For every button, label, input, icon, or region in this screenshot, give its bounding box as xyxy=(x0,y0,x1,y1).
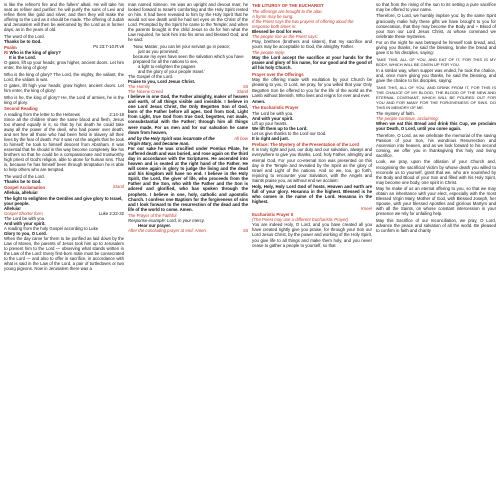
consecration-bread: TAKE THIS, ALL OF YOU, AND EAT OF IT, FOR THIS IS MY BODY, WHICH WILL BE GIVEN UP FOR YOU. xyxy=(376,56,496,67)
sanctus: Holy, Holy, Holy Lord God of hosts. Heaven and earth are full of your glory. Hosanna in the highest. Blessed is he who comes in the name of the Lord. Hosanna in the highest. xyxy=(252,184,372,205)
prayer-text-4: In a similar way, when supper was ended, he took the chalice, and, once more giving you thanks, he said the blessing, and gave the chalice to his disciples, saying: xyxy=(376,68,496,84)
creed-text: I believe in one God, the Father almighty, maker of heaven and earth, of all things visible and invisible. I believe in one Lord Jesus Christ, the Only Begotten Son of God, born of the Father before all ages. God from God, Light from Light, true God from true God, begotten, not made, consubstantial with the Father; through him all things were made. For us men and for our salvation he came down from heaven, xyxy=(128,94,248,135)
prayer-text-3: For on the night he was betrayed he himself took bread, and, giving you thanks, he said the blessing, broke the bread and gave it to his disciples, saying: xyxy=(376,40,496,56)
prayer-text-6: Look, we pray, upon the oblation of your Church and, recognising the sacrificial Victim by whose death you willed to reconcile us to yourself, grant that we, who are nourished by the Body and Blood of your Son and filled with his Holy Spirit, may become one body, one spirit in Christ. xyxy=(376,159,496,185)
dialogue-3-response: It is right and just. xyxy=(252,135,290,141)
gospel-ref: Luke 2:22-32 xyxy=(98,210,124,216)
second-reading-response: Thanks be to God. xyxy=(4,178,42,184)
gospel-announce: A reading from the holy Gospel according to Luke xyxy=(4,225,99,231)
memorial-acclamation: When we eat this Bread and drink this Cup, we proclaim your Death, O Lord, until you come again. xyxy=(376,121,496,132)
people-reply-rubric: The people reply: xyxy=(252,50,286,56)
acclamation-verse: The light to enlighten the Gentiles and give glory to Israel, your people. xyxy=(4,195,123,206)
gospel-text: When the day came for them to be purified as laid down by the Law of Moses, the parents of Jesus took him up to Jerusalem to present him to the Lord — observing what stands written in the Law of the Lord: Every first-born male must be consecrated to the Lord — and also to offer in sacrifice, in accordance with what is said in the Law of the Lord, a pair of turtledoves or two young pigeons. Now in Jerusalem there was a xyxy=(4,235,124,272)
homily-label: The Homily xyxy=(128,84,150,90)
amen: Amen. xyxy=(252,99,266,105)
priest-rubric: If the Priest says the two prayers of offering aloud the response both times is: xyxy=(252,18,354,29)
sit-rubric: Sit xyxy=(242,84,248,90)
response-marker: R/ xyxy=(4,50,9,56)
prayer-text-2: Therefore, O Lord, we humbly implore you: by the same Spirit graciously make holy these gifts we have brought to you for consecration, that they may become the Body and + Blood of your Son our Lord Jesus Christ, at whose command we celebrate these mysteries. xyxy=(376,13,496,39)
greeting-response: And with your spirit. xyxy=(4,220,46,226)
gospel-text-cont: man named Simeon. He was an upright and devout man; he looked forward to Israel's comforting and the Holy Spirit rested on him. It had been revealed to him by the Holy Spirit that he would not see death until he had set eyes on the Christ of the Lord. Prompted by the Spirit he came to the Temple; and when the parents brought in the child Jesus to do for him what the Law required, he took him into his arms and blessed God; and he said: xyxy=(128,2,248,43)
consecration-chalice: TAKE THIS, ALL OF YOU, AND DRINK FROM IT, FOR THIS IS THE CHALICE OF MY BLOOD, THE BLOOD OF THE NEW AND ETERNAL COVENANT, WHICH WILL BE POURED OUT FOR YOU AND FOR MANY FOR THE FORGIVENESS OF SINS. DO THIS IN MEMORY OF ME. xyxy=(376,84,496,110)
prayer-text-7: May he make of us an eternal offering to you, so that we may obtain an inheritance with your elect, especially with the most Blessed Virgin Mary, Mother of God, with Blessed Joseph, her Spouse, with your blessed Apostles and glorious Martyrs and with all the Saints, on whose constant intercession in your presence we rely for unfailing help. xyxy=(376,186,496,217)
second-reading-text: Since all the children share the same blood and flesh, Jesus too shared equally in it, so that by his death he could take away all the power of the devil, who had power over death, and set free all those who had been held in slavery all their lives by the fear of death. For it was not the angels that he took to himself; he took to himself descent from Abraham. It was essential that he should in this way become completely like his brothers so that he could be a compassionate and trustworthy high priest of God's religion, able to atone for human sins. That is, because he has himself been through temptation he is able to help others who are tempted. xyxy=(4,116,124,173)
preface-text: It is truly right and just, our duty and our salvation, always and everywhere to give you thanks, Lord, holy Father, almighty and eternal God. For your co-eternal Son was presented on this day in the Temple and revealed by the Spirit as the glory of Israel and Light of the nations. And so we, too, go forth, rejoicing to encounter your Salvation, with the Angels and Saints praise you, as without end we acclaim: xyxy=(252,147,372,183)
psalm-response-2: It is the Lord. xyxy=(9,55,36,61)
psalm-verse-1: O gates, lift up your heads; grow higher, ancient doors. Let him enter, the king of glory! xyxy=(4,60,124,71)
gospel-announce-response: Glory to you, O Lord. xyxy=(4,230,47,236)
canticle-line-2: just as you promised; xyxy=(138,48,179,54)
alleluia: Alleluia, alleluia! xyxy=(4,190,38,196)
mystery-of-faith: The mystery of faith. xyxy=(376,111,415,117)
reading-text: is like the refiner's fire and the fullers' alkali. He will take his seat as refiner and purifier; he will purify the sons of Levi and refine them like gold and silver, and then they will make the offering to the Lord as it should be made. The offering of Judah and Jerusalem will then be welcomed by the Lord as in former days, as in the years of old. xyxy=(4,2,124,33)
canticle-line-3: because my eyes have seen the salvation which you have prepared for all the nations to see, xyxy=(133,53,244,64)
canticle-line-5: and the glory of your people Israel.' xyxy=(138,69,205,74)
gospel-end: The Gospel of the Lord. xyxy=(128,74,174,80)
stand-rubric-2: Stand xyxy=(236,89,248,95)
liturgy-title: THE LITURGY OF THE EUCHARIST xyxy=(252,3,324,8)
hymn-rubric: A hymn may be sung. xyxy=(252,13,294,19)
response-hear: Hear our prayer. xyxy=(138,223,171,229)
gospel-response: Praise to you, Lord Jesus Christ. xyxy=(128,79,196,85)
dialogue-3: Let us give thanks to the Lord our God. xyxy=(252,130,327,136)
prayer-text-8: May this Sacrifice of our reconciliation, we pray, O Lord, advance the peace and salvation of all the world. Be pleased to confirm in faith and charity xyxy=(376,217,496,233)
after-row xyxy=(128,228,248,233)
psalm-ref: Ps 23:7-10.R:v8 xyxy=(93,43,124,49)
dialogue-2-response: We lift them up to the Lord. xyxy=(252,125,308,131)
incarnate-text: and by the Holy Spirit was incarnate of the Virgin Mary, and became man. xyxy=(128,136,215,147)
people-rise-rubric: The people rise as the Priest says: xyxy=(252,33,318,39)
canticle-line-4: a light to enlighten the pagans xyxy=(138,63,196,69)
prayer-over-text: May the offering made with exultation by your Church be pleasing to you, O Lord, we pray, for you willed that your Only Begotten Son be offered to you for the life of the world as the Lamb without blemish. Who lives and reigns for ever and ever. xyxy=(252,77,372,98)
column-1 xyxy=(4,2,124,273)
response-example: Response example: Lord, in your mercy. xyxy=(128,218,205,224)
offerings-rubric: The offerings are brought to the altar. xyxy=(252,8,323,14)
psalm-verse-2: Who is the king of glory? The Lord, the mighty, the valiant, the Lord, the valiant in war. xyxy=(4,71,124,82)
second-reading-ref: 2:14-18 xyxy=(109,111,124,117)
dialogue-1: The Lord be with you. xyxy=(252,110,294,116)
psalm-verse-4: Who is he, the king of glory? He, the Lord of armies, he is the king of glory. xyxy=(4,94,124,105)
stand-rubric: Stand xyxy=(112,183,124,189)
dialogue-1-response: And with your spirit. xyxy=(252,115,294,121)
may-the-lord: May the Lord accept the sacrifice at your hands for the praise and glory of his name, for our good and the good of all his holy Church. xyxy=(252,55,372,71)
incarnate-row xyxy=(128,136,248,146)
prayer-faithful-label: The Prayer of the Faithful xyxy=(128,213,177,219)
people-continue-rubric: The people continue, acclaiming: xyxy=(376,116,439,122)
psalm-label: Psalm xyxy=(4,44,17,50)
all-bow-rubric: All bow xyxy=(234,136,248,141)
reading-end: The word of the Lord. xyxy=(4,33,45,39)
column-4 xyxy=(376,2,496,234)
column-3 xyxy=(252,2,372,249)
psalm-verse-3: O gates, lift high your heads; grow higher, ancient doors. Let him enter, the king of glory! xyxy=(4,83,124,94)
reading-response: Thanks be to God. xyxy=(4,38,42,44)
preface-label: Preface: The Mystery of the Presentation of the Lord xyxy=(252,141,359,147)
prayer-text-1: so that from the rising of the sun to its setting a pure sacrifice may be offered to your name. xyxy=(376,2,496,13)
eucharistic-prayer-label: The Eucharistic Prayer xyxy=(252,105,299,111)
prayer-text-5: Therefore, O Lord, as we celebrate the memorial of the saving Passion of your Son, his wondrous Resurrection and Ascension into heaven, and as we look forward to his second coming, we offer you in thanksgiving this holy and living sacrifice. xyxy=(376,132,496,159)
dialogue-2: Lift up your hearts. xyxy=(252,120,288,126)
prayer-over-label: Prayer over the Offerings xyxy=(252,71,304,77)
gospel-acclamation-label: Gospel Acclamation xyxy=(4,184,46,190)
blessed-response: Blessed be God for ever. xyxy=(252,28,303,34)
prayer-ii-note: (The Priest may use a different Eucharistic Prayer) xyxy=(252,217,349,223)
creed-label: The Nicene Creed xyxy=(128,89,163,95)
after-text: After the concluding prayer at end: Amen. xyxy=(128,228,208,234)
prayer-ii-label: Eucharistic Prayer II xyxy=(252,211,294,217)
sit-rubric-2: Sit xyxy=(242,228,248,234)
alleluia-2: Alleluia! xyxy=(4,205,21,211)
second-reading-end: The word of the Lord. xyxy=(4,173,45,179)
column-2 xyxy=(128,2,248,233)
greeting: The Lord be with you. xyxy=(4,215,46,221)
prayer-ii-text: You are indeed Holy, O Lord, and you have created all you have created rightly give you praise, for through your Son our Lord Jesus Christ, by the power and working of the Holy Spirit, you give life to all things and make them holy, and you never cease to gather a people to yourself, so that xyxy=(252,222,372,248)
kneel-rubric: Kneel xyxy=(361,205,372,211)
psalm-response-text: Who is the king of glory? xyxy=(9,50,61,56)
gospel-label: Gospel Shorter form xyxy=(4,210,43,216)
creed-text-2: For our sake he was crucified under Pontius Pilate, he suffered death and was buried, and rose again on the third day in accordance with the Scriptures. He ascended into heaven and is seated at the right hand of the Father. He will come again in glory to judge the living and the dead and his kingdom will have no end. I believe in the Holy Spirit, the Lord, the giver of life, who proceeds from the Father and the Son, who with the Father and the Son is adored and glorified, who has spoken through the prophets. I believe in one, holy, catholic and apostolic Church. I confess one Baptism for the forgiveness of sins and I look forward to the resurrection of the dead and the life of the world to come. Amen. xyxy=(128,146,248,212)
canticle-line-1: 'Now, Master, you can let your servant go in peace; xyxy=(133,43,231,49)
second-reading-title: A reading from the letter to the Hebrews xyxy=(4,111,80,117)
second-reading-label: Second Reading xyxy=(4,106,38,112)
pray-brethren: Pray, brethren (brothers and sisters), that my sacrifice and yours may be acceptable to God, the almighty Father. xyxy=(252,38,372,49)
